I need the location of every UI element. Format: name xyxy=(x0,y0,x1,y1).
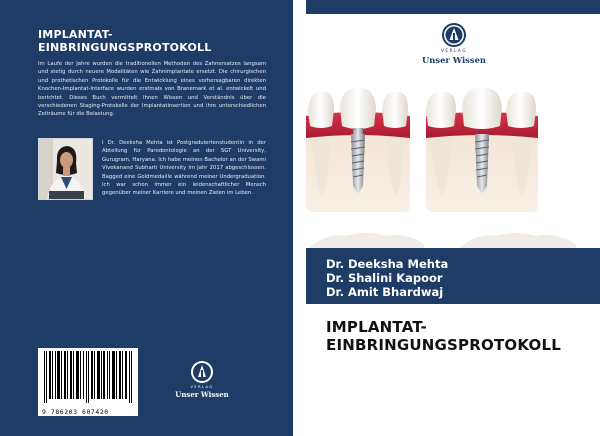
front-cover-title: IMPLANTAT-EINBRINGUNGSPROTOKOLL xyxy=(326,318,561,354)
publisher-crest-icon xyxy=(190,360,214,384)
author-name: Dr. Amit Bhardwaj xyxy=(326,285,444,299)
barcode-bars xyxy=(42,351,134,403)
barcode-number: 9 786203 607420 xyxy=(42,408,109,416)
back-cover-title: IMPLANTAT-EINBRINGUNGSPROTOKOLL xyxy=(38,28,212,54)
author-bio: I Dr. Deeksha Mehta ist Postgraduiertenstudentin in der Abteilung für Parodontologie an der SGT University, Gurugram, Haryana. Ich habe meinen Bachelor an der Swami Vivekanand Subharti University im Jahr 2017 abgeschlossen. Bagged eine Goldmedaille während meiner Undergraduation. Ich war schon immer ein leidenschaftlicher Mensch gegenüber meiner Karriere und meinen Zielen im Leben. xyxy=(102,140,266,197)
back-publisher-logo xyxy=(172,360,232,399)
back-cover-blurb: Im Laufe der Jahre wurden die traditionellen Methoden des Zahnersatzes langsam und stetig durch neuere Modalitäten wie Zahnimplantate ersetzt. Die chirurgischen und prothetischen Protokolle für die Entwicklung eines vorhersagbaren direkten Knochen-Implantat-Interface wurden erstmals von Branemark et al. entwickelt und berichtet. Dieses Buch vermittelt Ihnen Wissen und Verständnis über die verschiedenen Staging-Protokolle der Implantatinsertion und ihre unterschiedlichen Zeiträume für die Belastung. xyxy=(38,61,266,118)
front-cover xyxy=(306,0,600,436)
book-spine xyxy=(293,0,306,436)
front-top-band xyxy=(306,0,600,14)
publisher-crest-icon xyxy=(441,22,467,48)
publisher-verlag-label: VERLAG xyxy=(440,49,468,54)
author-name: Dr. Deeksha Mehta xyxy=(326,257,449,271)
authors-band xyxy=(306,248,600,304)
dental-implant-illustration xyxy=(306,86,600,251)
publisher-verlag-label: VERLAG xyxy=(190,385,214,389)
front-publisher-logo xyxy=(409,22,499,65)
author-portrait-icon xyxy=(39,139,93,200)
author-name: Dr. Shalini Kapoor xyxy=(326,271,443,285)
author-photo xyxy=(38,138,93,200)
implant-teeth-icon xyxy=(306,86,600,251)
publisher-name: Unser Wissen xyxy=(421,55,487,65)
publisher-name: Unser Wissen xyxy=(175,390,229,399)
back-cover xyxy=(0,0,293,436)
barcode xyxy=(38,348,138,416)
